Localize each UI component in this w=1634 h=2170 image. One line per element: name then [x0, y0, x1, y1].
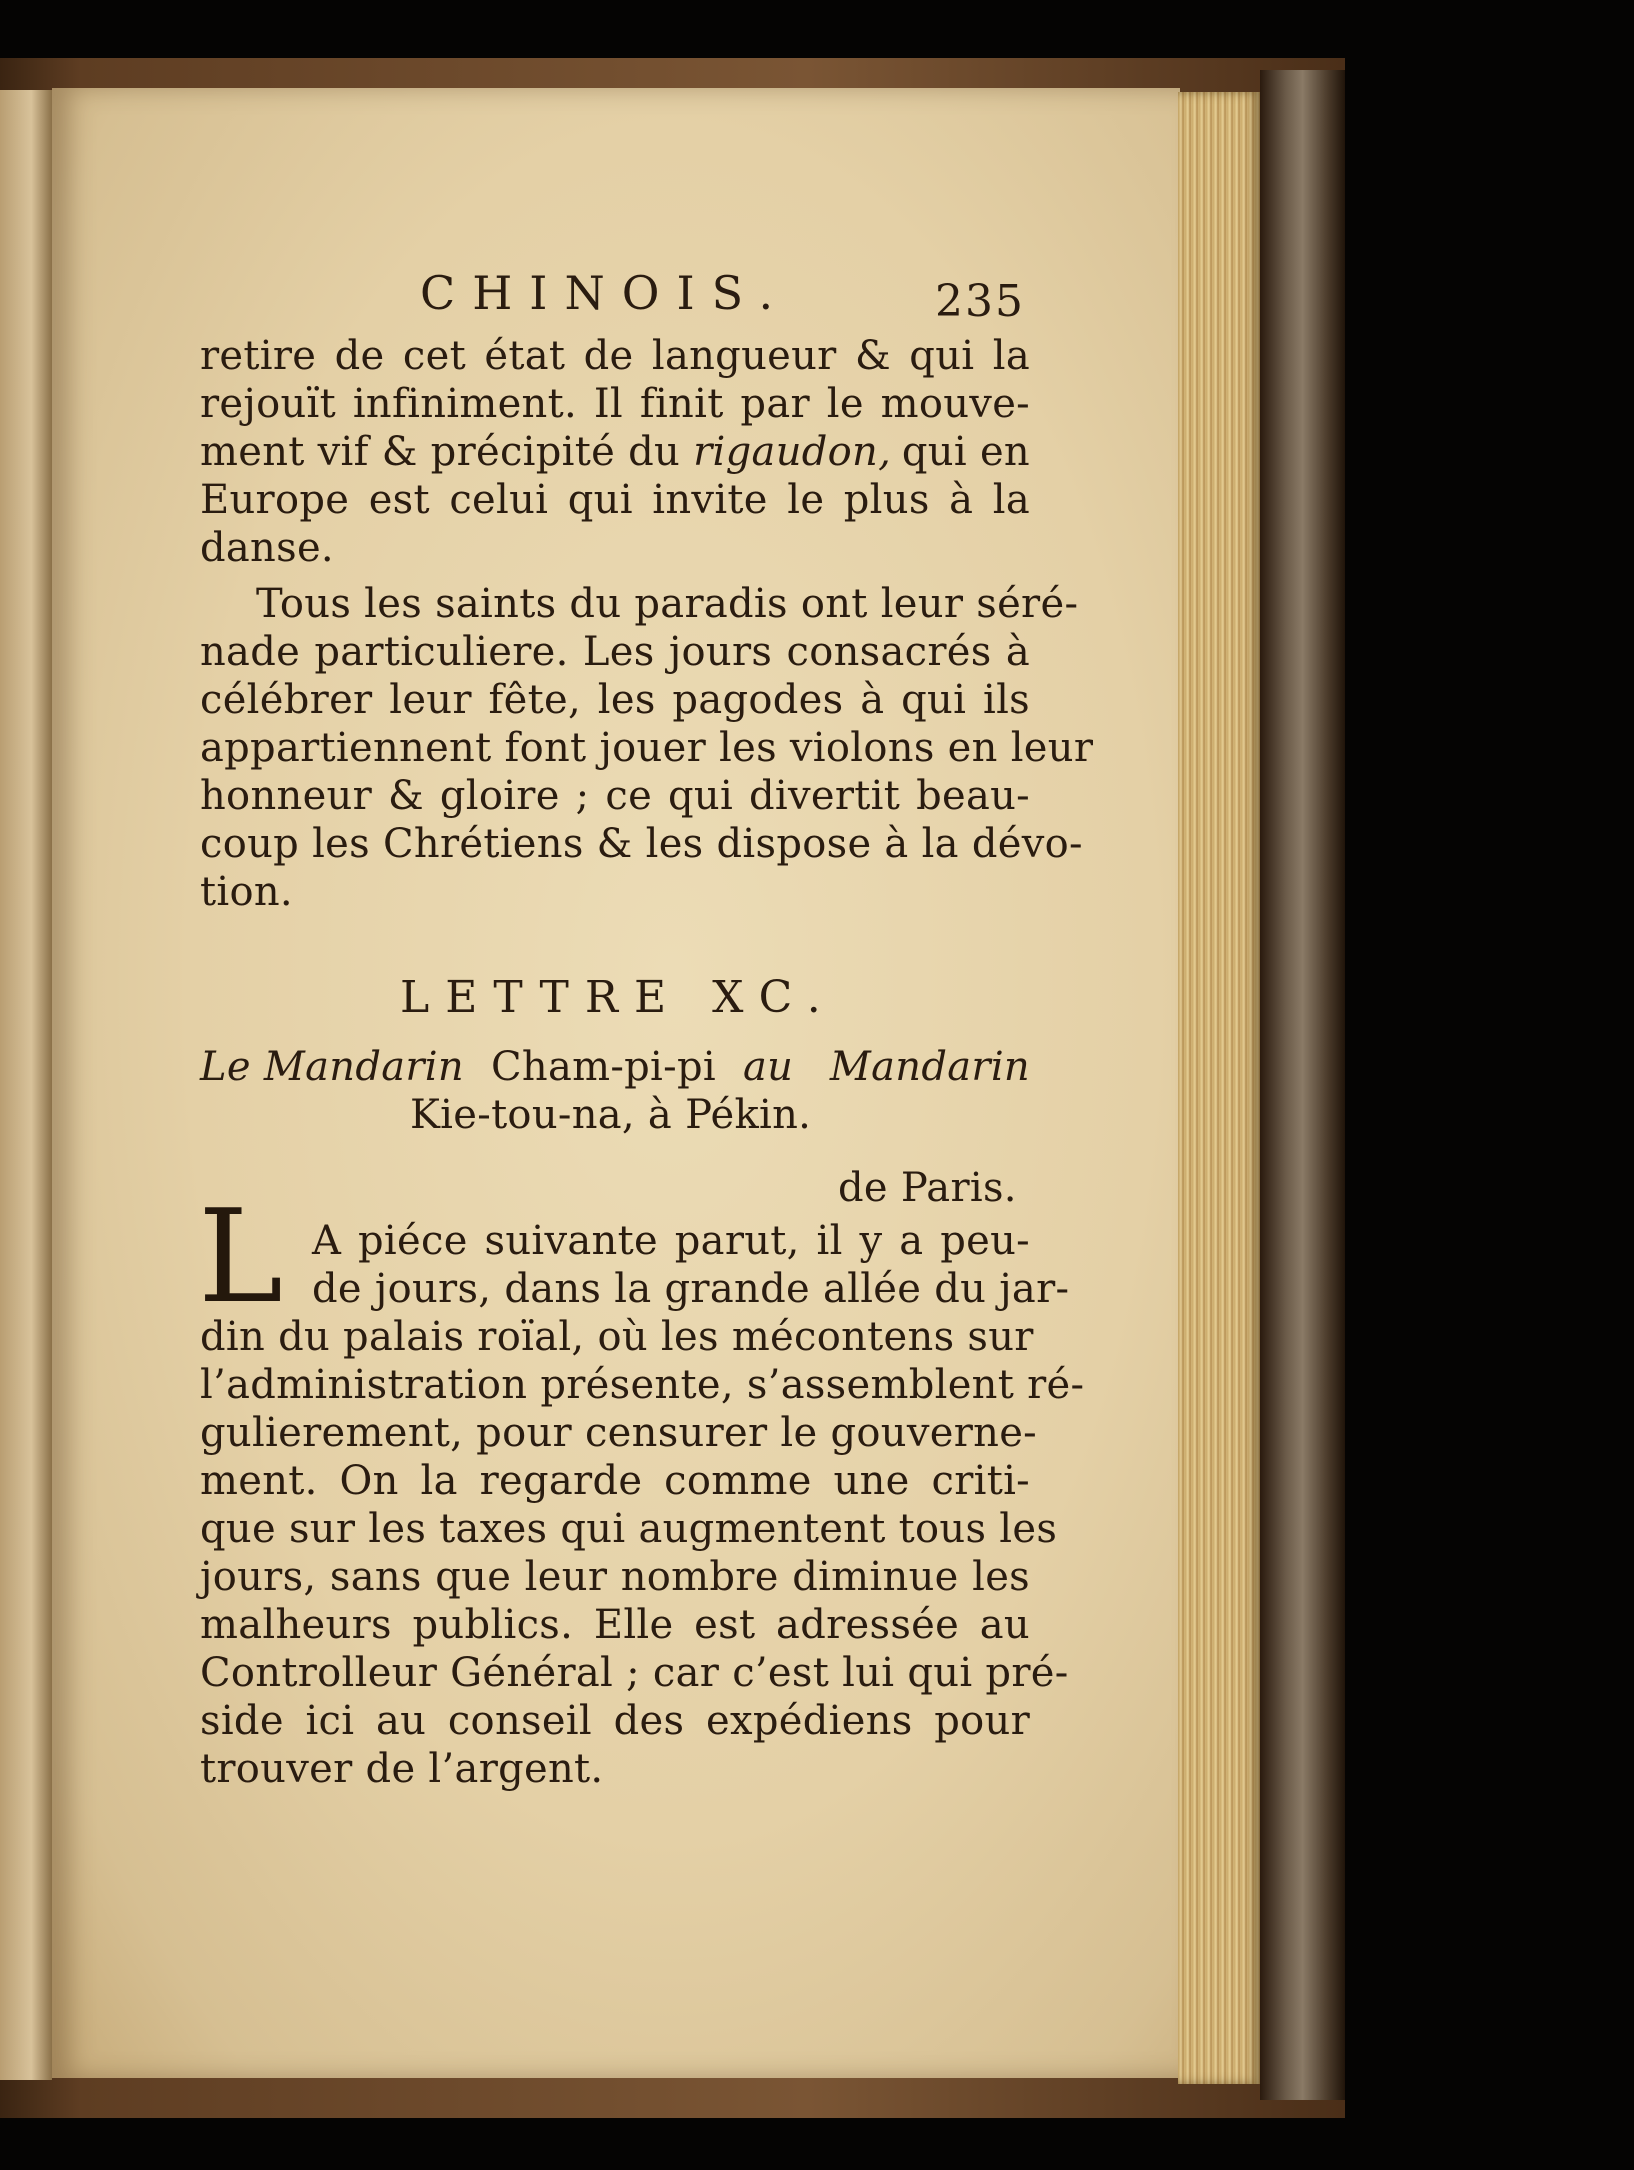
dateline: de Paris. — [838, 1165, 1017, 1211]
text-line: nade particuliere. Les jours consacrés à — [200, 629, 1030, 675]
text-line — [200, 429, 1030, 475]
address-word: Mandarin — [829, 1044, 1030, 1090]
text-line: de jours, dans la grande allée du jar- — [312, 1266, 1070, 1312]
text-line: rejouït infiniment. Il finit par le mouve- — [200, 381, 1030, 427]
text-line: l’administration présente, s’assemblent ré- — [200, 1362, 1085, 1408]
text-line: que sur les taxes qui augmentent tous les — [200, 1506, 1058, 1552]
letter-title: LETTRE XC. — [400, 972, 837, 1023]
text-line: honneur & gloire ; ce qui divertit beau- — [200, 773, 1030, 819]
text-line: ment. On la regarde comme une criti- — [200, 1458, 1030, 1504]
drop-cap: L — [198, 1183, 284, 1332]
text-line: A piéce suivante parut, il y a peu- — [312, 1218, 1030, 1264]
text-line: Controlleur Général ; car c’est lui qui pré- — [200, 1650, 1069, 1696]
text-line: malheurs publics. Elle est adressée au — [200, 1602, 1030, 1648]
text-line: danse. — [200, 525, 334, 571]
text-line: célébrer leur fête, les pagodes à qui ils — [200, 677, 1030, 723]
running-head: CHINOIS. — [420, 266, 791, 320]
text-line: retire de cet état de langueur & qui la — [200, 333, 1030, 379]
text-line: appartiennent font jouer les violons en leur — [200, 725, 1094, 771]
address-word: Le — [200, 1044, 251, 1090]
letter-address-line: Kie-tou-na, à Pékin. — [410, 1092, 812, 1138]
text-line: jours, sans que leur nombre diminue les — [200, 1554, 1030, 1600]
text-line: trouver de l’argent. — [200, 1746, 604, 1792]
text-line: side ici au conseil des expédiens pour — [200, 1698, 1030, 1744]
text-span: ment vif & précipité du — [200, 429, 681, 475]
text-span: qui en — [901, 429, 1030, 475]
page-number: 235 — [935, 276, 1025, 327]
text-line: Europe est celui qui invite le plus à la — [200, 477, 1030, 523]
address-name: Cham-pi-pi — [490, 1044, 716, 1090]
text-line: coup les Chrétiens & les dispose à la dévo- — [200, 821, 1083, 867]
address-word: Mandarin — [263, 1044, 464, 1090]
text-line: din du palais roïal, où les mécontens sur — [200, 1314, 1034, 1360]
italic-term: rigaudon, — [693, 429, 892, 475]
text-line: Tous les saints du paradis ont leur séré- — [256, 581, 1079, 627]
letter-address-line — [200, 1044, 1030, 1090]
text-line: gulierement, pour censurer le gouverne- — [200, 1410, 1037, 1456]
address-word: au — [742, 1044, 794, 1090]
text-line: tion. — [200, 869, 293, 915]
